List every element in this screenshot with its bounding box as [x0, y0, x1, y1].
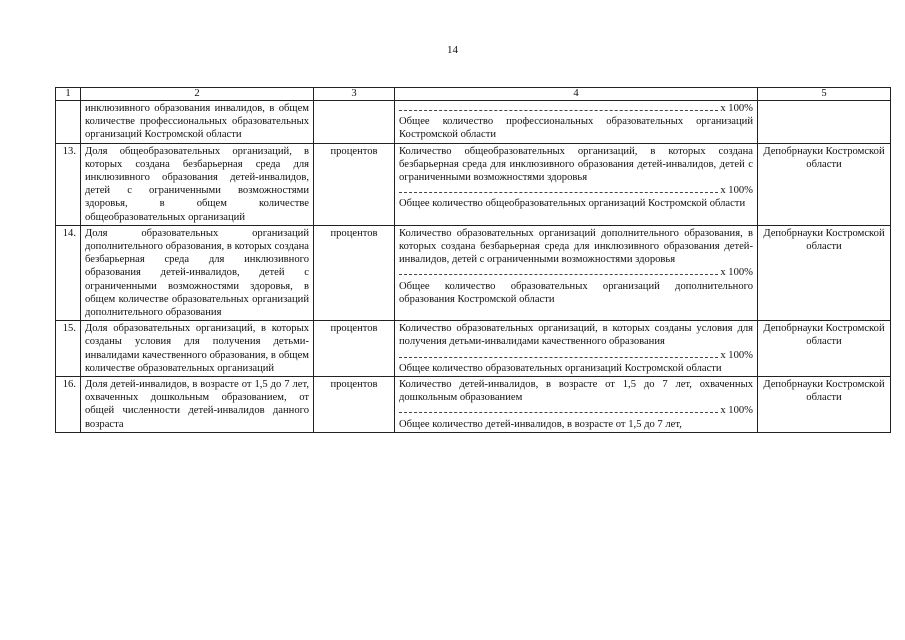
- indicator-name: инклюзивного образования инвалидов, в общем количестве профессиональных образовательных организаций Костромской области: [81, 101, 314, 144]
- indicator-name: Доля образовательных организаций, в которых созданы условия для получения детьми-инвалидами качественного образования, в общем количестве образовательных организаций: [81, 321, 314, 377]
- table-row: [56, 101, 891, 144]
- dashed-divider: [399, 267, 718, 275]
- multiplier-label: х 100%: [720, 185, 753, 197]
- formula-numerator: Количество детей-инвалидов, в возрасте от 1,5 до 7 лет, охваченных дошкольным образованием: [399, 379, 753, 404]
- responsible-body: Депобрнауки Костромской области: [758, 225, 891, 320]
- fraction-line: [399, 404, 753, 417]
- fraction-line: [399, 102, 753, 115]
- unit-of-measure: процентов: [314, 225, 395, 320]
- responsible-body: [758, 101, 891, 144]
- calculation-formula: [395, 225, 758, 320]
- formula-denominator: Общее количество профессиональных образовательных организаций Костромской области: [399, 116, 753, 141]
- table-row: [56, 225, 891, 320]
- responsible-body: Депобрнауки Костромской области: [758, 377, 891, 433]
- formula-numerator: Количество образовательных организаций дополнительного образования, в которых создана безбарьерная среда для инклюзивного образования детей-инвалидов, детей с ограниченными возможностями здоровья: [399, 227, 753, 266]
- dashed-divider: [399, 405, 718, 413]
- table-row: [56, 143, 891, 225]
- multiplier-label: х 100%: [720, 349, 753, 361]
- row-number: [56, 101, 81, 144]
- formula-denominator: Общее количество образовательных организаций дополнительного образования Костромской области: [399, 280, 753, 305]
- fraction-line: [399, 266, 753, 279]
- dashed-divider: [399, 350, 718, 358]
- formula-numerator: Количество образовательных организаций, в которых созданы условия для получения детьми-инвалидами качественного образования: [399, 323, 753, 348]
- formula-denominator: Общее количество детей-инвалидов, в возрасте от 1,5 до 7 лет,: [399, 418, 682, 430]
- calculation-formula: [395, 321, 758, 377]
- indicator-name: Доля образовательных организаций дополнительного образования, в которых создана безбарьерная среда для инклюзивного образования детей-инвалидов, детей с ограниченными возможностями здоровья, в общем количестве образовательных организаций дополнительного образования: [81, 225, 314, 320]
- responsible-body: Депобрнауки Костромской области: [758, 143, 891, 225]
- formula-numerator: Количество общеобразовательных организаций, в которых создана безбарьерная среда для инклюзивного образования детей-инвалидов, детей с ограниченными возможностями здоровья: [399, 145, 753, 184]
- column-header: 4: [395, 88, 758, 101]
- row-number: 14.: [56, 225, 81, 320]
- column-header: 3: [314, 88, 395, 101]
- calculation-formula: [395, 377, 758, 433]
- unit-of-measure: процентов: [314, 321, 395, 377]
- unit-of-measure: процентов: [314, 377, 395, 433]
- indicator-name: Доля детей-инвалидов, в возрасте от 1,5 до 7 лет, охваченных дошкольным образованием, от общей численности детей-инвалидов данного возраста: [81, 377, 314, 433]
- unit-of-measure: [314, 101, 395, 144]
- fraction-line: [399, 184, 753, 197]
- calculation-formula: [395, 143, 758, 225]
- responsible-body: Депобрнауки Костромской области: [758, 321, 891, 377]
- row-number: 13.: [56, 143, 81, 225]
- indicators-table: [55, 87, 891, 433]
- formula-denominator: Общее количество общеобразовательных организаций Костромской области: [399, 198, 746, 210]
- multiplier-label: х 100%: [720, 103, 753, 114]
- table-row: [56, 321, 891, 377]
- table-row: [56, 377, 891, 433]
- column-header: 2: [81, 88, 314, 101]
- multiplier-label: х 100%: [720, 405, 753, 417]
- dashed-divider: [399, 103, 718, 111]
- dashed-divider: [399, 185, 718, 193]
- fraction-line: [399, 349, 753, 362]
- row-number: 16.: [56, 377, 81, 433]
- indicator-name: Доля общеобразовательных организаций, в которых создана безбарьерная среда для инклюзивного образования детей-инвалидов, детей с ограниченными возможностями здоровья, в общем количестве общеобразовательных организаций: [81, 143, 314, 225]
- multiplier-label: х 100%: [720, 267, 753, 279]
- row-number: 15.: [56, 321, 81, 377]
- formula-denominator: Общее количество образовательных организаций Костромской области: [399, 362, 722, 374]
- page-number: 14: [447, 44, 458, 56]
- unit-of-measure: процентов: [314, 143, 395, 225]
- column-header: 1: [56, 88, 81, 101]
- calculation-formula: [395, 101, 758, 144]
- column-header: 5: [758, 88, 891, 101]
- column-number-row: [56, 88, 891, 101]
